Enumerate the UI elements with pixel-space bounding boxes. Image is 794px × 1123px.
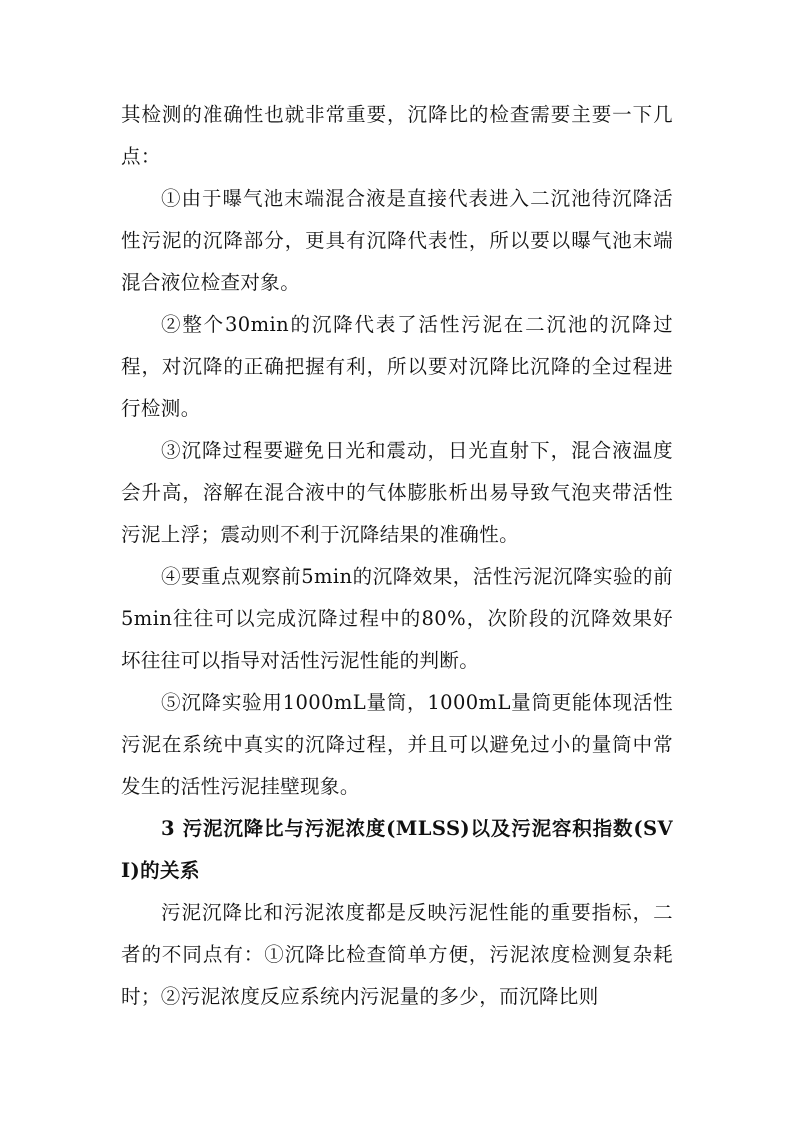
paragraph-item-4: ④要重点观察前5min的沉降效果，活性污泥沉降实验的前5min往往可以完成沉降过程中的80%，次阶段的沉降效果好坏往往可以指导对活性污泥性能的判断。 [121,565,673,672]
section-heading: 3 污泥沉降比与污泥浓度(MLSS)以及污泥容积指数(SVI)的关系 [121,817,673,882]
paragraph-comparison: 污泥沉降比和污泥浓度都是反映污泥性能的重要指标，二者的不同点有：①沉降比检查简单方便，污泥浓度检测复杂耗时；②污泥浓度反应系统内污泥量的多少，而沉降比则 [121,901,673,1008]
paragraph-item-3: ③沉降过程要避免日光和震动，日光直射下，混合液温度会升高，溶解在混合液中的气体膨胀析出易导致气泡夹带活性污泥上浮；震动则不利于沉降结果的准确性。 [121,439,673,546]
paragraph-item-1: ①由于曝气池末端混合液是直接代表进入二沉池待沉降活性污泥的沉降部分，更具有沉降代表性，所以要以曝气池末端混合液位检查对象。 [121,187,673,294]
paragraph-item-5: ⑤沉降实验用1000mL量筒，1000mL量筒更能体现活性污泥在系统中真实的沉降过程，并且可以避免过小的量筒中常发生的活性污泥挂壁现象。 [121,691,673,798]
document-body [121,94,673,1018]
paragraph-continuation: 其检测的准确性也就非常重要，沉降比的检查需要主要一下几点： [121,103,673,168]
paragraph-item-2: ②整个30min的沉降代表了活性污泥在二沉池的沉降过程，对沉降的正确把握有利，所以要对沉降比沉降的全过程进行检测。 [121,313,673,420]
